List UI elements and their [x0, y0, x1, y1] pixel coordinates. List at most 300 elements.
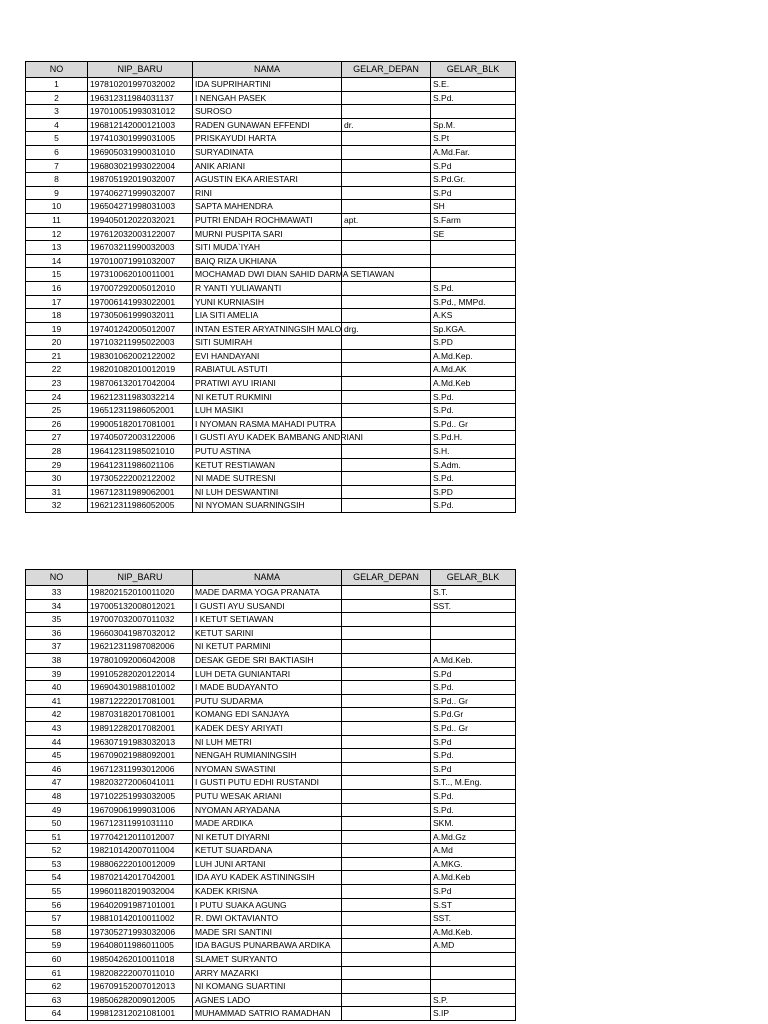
cell-nama — [193, 118, 342, 132]
cell-gelar-blk-text: S.Adm. — [433, 459, 461, 470]
cell-no — [26, 939, 88, 953]
cell-gelar-depan — [342, 966, 431, 980]
cell-no-text: 16 — [51, 282, 62, 293]
cell-nip-text: 199601182019032004 — [90, 886, 175, 897]
cell-nip-text: 198912282017082001 — [90, 722, 176, 733]
cell-no — [26, 776, 88, 790]
cell-nama-text: NI KETUT PARMINI — [195, 641, 271, 652]
cell-gelar-depan — [342, 817, 431, 831]
cell-nip-text: 198810142010011002 — [90, 913, 175, 924]
cell-nip-text: 198506282009012005 — [90, 994, 176, 1005]
cell-gelar-blk — [431, 844, 516, 858]
cell-gelar-blk-text: SST. — [433, 600, 451, 611]
cell-nama-text: MOCHAMAD DWI DIAN SAHID DARMA SETIAWAN — [195, 269, 395, 280]
cell-no — [26, 254, 88, 268]
cell-nip — [88, 776, 193, 790]
cell-nip-text: 196312311984031137 — [90, 92, 174, 103]
cell-no — [26, 735, 88, 749]
cell-no-text: 18 — [51, 310, 62, 321]
cell-no-text: 12 — [51, 228, 62, 239]
cell-gelar-blk-text: S.Pt — [433, 133, 450, 144]
cell-nama — [193, 91, 342, 105]
cell-gelar-blk — [431, 857, 516, 871]
table-row — [26, 390, 516, 404]
cell-no — [26, 336, 88, 350]
cell-no — [26, 694, 88, 708]
cell-gelar-blk-text: S.Pd — [433, 187, 452, 198]
cell-gelar-depan — [342, 694, 431, 708]
cell-nip — [88, 213, 193, 227]
cell-nip-text: 197704212011012007 — [90, 831, 175, 842]
cell-nip — [88, 227, 193, 241]
cell-nama-text: RINI — [195, 187, 212, 198]
table-row — [26, 953, 516, 967]
column-header-gelar-blk: GELAR_BLK — [431, 570, 516, 586]
cell-gelar-depan — [342, 721, 431, 735]
cell-gelar-depan-text: apt. — [344, 214, 359, 225]
cell-no — [26, 105, 88, 119]
cell-nama-text: AGUSTIN EKA ARIESTARI — [195, 174, 298, 185]
cell-nip-text: 196803021993022004 — [90, 160, 176, 171]
cell-nama-text: BAIQ RIZA UKHIANA — [195, 255, 277, 266]
cell-no — [26, 472, 88, 486]
cell-nama-text: DESAK GEDE SRI BAKTIASIH — [195, 654, 314, 665]
cell-nama-text: NENGAH RUMIANINGSIH — [195, 750, 297, 761]
cell-nip-text: 197612032003122007 — [90, 228, 176, 239]
cell-nip-text: 196603041987032012 — [90, 627, 176, 638]
cell-gelar-blk — [431, 404, 516, 418]
cell-gelar-depan — [342, 939, 431, 953]
cell-no — [26, 993, 88, 1007]
cell-no — [26, 186, 88, 200]
cell-gelar-blk — [431, 735, 516, 749]
table-row — [26, 499, 516, 513]
cell-no — [26, 708, 88, 722]
header-row — [26, 570, 516, 586]
cell-gelar-depan — [342, 993, 431, 1007]
column-header-nama: NAMA — [193, 62, 342, 78]
cell-nama — [193, 281, 342, 295]
cell-no — [26, 200, 88, 214]
cell-nip-text: 199005182017081001 — [90, 418, 176, 429]
cell-gelar-blk-text: S.H. — [433, 446, 450, 457]
cell-gelar-depan — [342, 735, 431, 749]
cell-nama — [193, 417, 342, 431]
cell-no-text: 13 — [51, 242, 62, 253]
cell-no — [26, 830, 88, 844]
cell-nama — [193, 966, 342, 980]
table-row — [26, 980, 516, 994]
cell-no-text: 55 — [51, 886, 62, 897]
cell-nip-text: 198202152010011020 — [90, 587, 175, 597]
cell-gelar-blk-text: A.Md.AK — [433, 364, 467, 375]
cell-no-text: 61 — [51, 967, 62, 978]
table-row — [26, 681, 516, 695]
cell-gelar-blk — [431, 145, 516, 159]
cell-gelar-blk-text: A.Md.Keb — [433, 872, 471, 883]
cell-nama-text: INTAN ESTER ARYATNINGSIH MALO — [195, 323, 342, 334]
cell-no-text: 1 — [54, 79, 59, 89]
cell-nama — [193, 336, 342, 350]
cell-no-text: 52 — [51, 845, 62, 856]
cell-gelar-blk — [431, 268, 516, 282]
cell-gelar-depan — [342, 776, 431, 790]
cell-no-text: 62 — [51, 981, 62, 992]
cell-nip-text: 197102251993032005 — [90, 790, 176, 801]
cell-nama-text: PUTU WESAK ARIANI — [195, 790, 282, 801]
table-row — [26, 993, 516, 1007]
cell-gelar-blk-text: S.PD — [433, 486, 453, 497]
cell-gelar-blk — [431, 640, 516, 654]
column-header-nama: NAMA — [193, 570, 342, 586]
cell-no-text: 59 — [51, 940, 62, 951]
cell-no — [26, 898, 88, 912]
cell-nama — [193, 640, 342, 654]
cell-nip — [88, 499, 193, 513]
cell-nip-text: 197801092006042008 — [90, 654, 176, 665]
table-row — [26, 417, 516, 431]
cell-gelar-blk-text: Sp.KGA. — [433, 323, 467, 334]
cell-gelar-blk — [431, 159, 516, 173]
cell-nip — [88, 472, 193, 486]
cell-no — [26, 871, 88, 885]
cell-nama-text: RADEN GUNAWAN EFFENDI — [195, 119, 310, 130]
cell-nama — [193, 1007, 342, 1021]
cell-gelar-depan — [342, 803, 431, 817]
cell-gelar-depan — [342, 159, 431, 173]
cell-gelar-depan — [342, 186, 431, 200]
cell-no — [26, 721, 88, 735]
cell-nip-text: 198703182017081001 — [90, 709, 176, 720]
cell-gelar-blk-text: S.Pd.Gr. — [433, 174, 466, 185]
cell-nip — [88, 830, 193, 844]
cell-nip — [88, 281, 193, 295]
cell-nip — [88, 159, 193, 173]
cell-nip — [88, 803, 193, 817]
cell-nip — [88, 458, 193, 472]
cell-nama-text: R. DWI OKTAVIANTO — [195, 913, 279, 924]
cell-nama — [193, 349, 342, 363]
cell-no — [26, 404, 88, 418]
cell-nama-text: LUH MASIKI — [195, 405, 244, 416]
cell-gelar-blk-text: S.Pd — [433, 668, 452, 679]
cell-nip-text: 196712311991031110 — [90, 818, 174, 829]
cell-no — [26, 268, 88, 282]
column-header-gelar-blk: GELAR_BLK — [431, 62, 516, 78]
table-row — [26, 667, 516, 681]
cell-no-text: 3 — [54, 106, 59, 117]
cell-no-text: 14 — [51, 255, 62, 266]
cell-nip — [88, 762, 193, 776]
table-row — [26, 939, 516, 953]
cell-nip — [88, 404, 193, 418]
cell-gelar-blk-text: A.Md.Kep. — [433, 350, 473, 361]
cell-nip-text: 198706132017042004 — [90, 378, 176, 389]
cell-no — [26, 295, 88, 309]
table-row — [26, 200, 516, 214]
cell-gelar-depan — [342, 599, 431, 613]
cell-no — [26, 925, 88, 939]
cell-gelar-blk-text: S.IP — [433, 1008, 450, 1019]
table-row — [26, 925, 516, 939]
table-row — [26, 912, 516, 926]
cell-gelar-blk-text: S.Pd. — [433, 391, 454, 402]
table-row — [26, 91, 516, 105]
cell-no — [26, 912, 88, 926]
cell-nip-text: 198504262010011018 — [90, 954, 175, 965]
cell-no — [26, 844, 88, 858]
cell-nama-text: YUNI KURNIASIH — [195, 296, 264, 307]
cell-no-text: 43 — [51, 722, 62, 733]
cell-no — [26, 980, 88, 994]
table-row — [26, 377, 516, 391]
cell-no — [26, 653, 88, 667]
cell-gelar-depan — [342, 789, 431, 803]
cell-nama-text: PRISKAYUDI HARTA — [195, 133, 277, 144]
cell-no — [26, 241, 88, 255]
cell-gelar-blk-text: A.Md.Gz — [433, 831, 467, 842]
cell-nip — [88, 445, 193, 459]
cell-nip — [88, 417, 193, 431]
cell-gelar-depan — [342, 200, 431, 214]
table-row — [26, 173, 516, 187]
table-row — [26, 966, 516, 980]
cell-no — [26, 213, 88, 227]
cell-gelar-depan — [342, 132, 431, 146]
cell-no-text: 63 — [51, 994, 62, 1005]
cell-nip — [88, 91, 193, 105]
cell-no — [26, 667, 88, 681]
cell-nama-text: KETUT SUARDANA — [195, 845, 273, 856]
cell-gelar-blk — [431, 789, 516, 803]
cell-nip — [88, 295, 193, 309]
cell-no-text: 38 — [51, 654, 62, 665]
table-row — [26, 735, 516, 749]
cell-nama-text: MADE DARMA YOGA PRANATA — [195, 587, 320, 597]
cell-gelar-depan — [342, 653, 431, 667]
cell-gelar-blk — [431, 667, 516, 681]
cell-nama — [193, 762, 342, 776]
cell-nama — [193, 871, 342, 885]
cell-no-text: 58 — [51, 926, 62, 937]
cell-nama — [193, 789, 342, 803]
cell-nama-text: I NYOMAN RASMA MAHADI PUTRA — [195, 418, 336, 429]
table-row — [26, 708, 516, 722]
cell-nip-text: 198705192019032007 — [90, 174, 176, 185]
cell-nip-text: 198208222007011010 — [90, 967, 175, 978]
cell-nama — [193, 912, 342, 926]
cell-gelar-blk — [431, 762, 516, 776]
cell-nama — [193, 200, 342, 214]
cell-no — [26, 91, 88, 105]
cell-no — [26, 377, 88, 391]
table-row — [26, 186, 516, 200]
cell-no-text: 26 — [51, 418, 62, 429]
cell-nip-text: 196412311986021106 — [90, 459, 174, 470]
cell-nip — [88, 377, 193, 391]
cell-nama — [193, 78, 342, 92]
cell-nip — [88, 857, 193, 871]
cell-no — [26, 966, 88, 980]
table-row — [26, 844, 516, 858]
cell-nip — [88, 431, 193, 445]
cell-nip — [88, 640, 193, 654]
cell-nip — [88, 953, 193, 967]
cell-nip-text: 196904301988101002 — [90, 682, 176, 693]
cell-nama — [193, 213, 342, 227]
cell-nip — [88, 912, 193, 926]
cell-gelar-blk-text: S.Pd. — [433, 92, 454, 103]
cell-gelar-blk-text: S.Pd. — [433, 790, 454, 801]
cell-nip-text: 196212311987082006 — [90, 641, 175, 652]
cell-no-text: 2 — [54, 92, 59, 103]
cell-nama-text: ANIK ARIANI — [195, 160, 246, 171]
cell-nip-text: 196709061999031006 — [90, 804, 176, 815]
table-row — [26, 254, 516, 268]
cell-nama-text: IDA BAGUS PUNARBAWA ARDIKA — [195, 940, 331, 951]
cell-gelar-depan — [342, 857, 431, 871]
cell-no — [26, 78, 88, 92]
cell-nama — [193, 485, 342, 499]
cell-no — [26, 363, 88, 377]
cell-nama — [193, 363, 342, 377]
cell-nip-text: 196512311986052001 — [90, 405, 175, 416]
cell-gelar-blk — [431, 445, 516, 459]
cell-no-text: 11 — [52, 214, 61, 225]
cell-gelar-depan — [342, 472, 431, 486]
cell-nip-text: 198203272006041011 — [90, 777, 175, 788]
cell-nip-text: 199405012022032021 — [90, 214, 176, 225]
cell-nip-text: 198702142017042001 — [90, 872, 176, 883]
table-row — [26, 363, 516, 377]
cell-nip-text: 196712311989062001 — [90, 486, 175, 497]
cell-nama — [193, 830, 342, 844]
cell-nama — [193, 431, 363, 445]
cell-gelar-depan — [342, 681, 431, 695]
cell-nama-text: NI KETUT RUKMINI — [195, 391, 272, 402]
cell-nama — [193, 599, 342, 613]
cell-no-text: 51 — [51, 831, 62, 842]
cell-gelar-blk-text: A.MD — [433, 940, 455, 951]
cell-gelar-depan — [342, 322, 431, 336]
cell-gelar-depan — [342, 390, 431, 404]
table-row — [26, 295, 516, 309]
cell-gelar-blk — [431, 417, 516, 431]
cell-gelar-blk — [431, 295, 516, 309]
cell-nip — [88, 186, 193, 200]
cell-gelar-depan — [342, 762, 431, 776]
cell-nama — [193, 844, 342, 858]
table-row — [26, 898, 516, 912]
cell-gelar-depan — [342, 241, 431, 255]
cell-nip — [88, 694, 193, 708]
cell-gelar-blk-text: S.Pd. — [433, 500, 454, 511]
cell-nip-text: 197005132008012021 — [90, 600, 176, 611]
cell-gelar-blk — [431, 708, 516, 722]
cell-nama-text: SUROSO — [195, 106, 232, 117]
cell-nama-text: NI KETUT DIYARNI — [195, 831, 270, 842]
cell-no-text: 47 — [51, 777, 62, 788]
cell-gelar-blk — [431, 118, 516, 132]
cell-no — [26, 390, 88, 404]
cell-nama — [193, 667, 342, 681]
cell-nip-text: 198806222010012009 — [90, 858, 176, 869]
cell-gelar-blk — [431, 898, 516, 912]
cell-no-text: 41 — [51, 695, 62, 706]
cell-nama — [193, 377, 342, 391]
cell-gelar-depan — [342, 844, 431, 858]
table-row — [26, 105, 516, 119]
cell-gelar-depan — [342, 626, 431, 640]
table-row — [26, 458, 516, 472]
cell-gelar-depan — [342, 953, 431, 967]
cell-nip — [88, 145, 193, 159]
cell-gelar-blk — [431, 681, 516, 695]
cell-gelar-blk — [431, 485, 516, 499]
cell-nip-text: 198210142007011004 — [90, 845, 175, 856]
cell-gelar-blk — [431, 653, 516, 667]
cell-no-text: 50 — [51, 818, 62, 829]
cell-nama-text: SLAMET SURYANTO — [195, 954, 278, 965]
cell-gelar-blk-text: S.E. — [433, 79, 450, 89]
cell-nip-text: 196412311985021010 — [90, 446, 175, 457]
table-row — [26, 213, 516, 227]
cell-nip-text: 196408011986011005 — [90, 940, 174, 951]
cell-no-text: 30 — [51, 473, 62, 484]
cell-no-text: 46 — [51, 763, 62, 774]
cell-no — [26, 681, 88, 695]
cell-gelar-depan — [342, 377, 431, 391]
cell-gelar-depan — [342, 213, 431, 227]
cell-gelar-blk — [431, 78, 516, 92]
cell-gelar-blk — [431, 721, 516, 735]
cell-no — [26, 499, 88, 513]
table-row — [26, 485, 516, 499]
table-row — [26, 241, 516, 255]
cell-gelar-blk — [431, 803, 516, 817]
table-row — [26, 159, 516, 173]
cell-nama — [193, 241, 342, 255]
cell-nip — [88, 721, 193, 735]
cell-nip — [88, 200, 193, 214]
cell-nama — [193, 953, 342, 967]
cell-gelar-blk — [431, 776, 516, 790]
cell-nip — [88, 268, 193, 282]
cell-nip-text: 198712222017081001 — [90, 695, 176, 706]
cell-nama — [193, 105, 342, 119]
cell-no-text: 9 — [54, 187, 59, 198]
cell-nip-text: 197007292005012010 — [90, 282, 176, 293]
cell-gelar-blk — [431, 363, 516, 377]
table-row — [26, 762, 516, 776]
cell-nip — [88, 322, 193, 336]
cell-gelar-blk-text: S.Pd. — [433, 473, 454, 484]
cell-nip-text: 199105282020122014 — [90, 668, 176, 679]
cell-nip — [88, 885, 193, 899]
cell-nip — [88, 485, 193, 499]
cell-nama — [193, 626, 342, 640]
cell-nama — [193, 694, 342, 708]
cell-nama-text: SITI SUMIRAH — [195, 337, 253, 348]
cell-gelar-depan — [342, 363, 431, 377]
cell-nama-text: PUTU SUDARMA — [195, 695, 264, 706]
cell-gelar-depan — [342, 925, 431, 939]
table-row — [26, 613, 516, 627]
cell-gelar-blk — [431, 993, 516, 1007]
cell-nama-text: KETUT RESTIAWAN — [195, 459, 275, 470]
cell-gelar-depan — [342, 445, 431, 459]
cell-no — [26, 132, 88, 146]
